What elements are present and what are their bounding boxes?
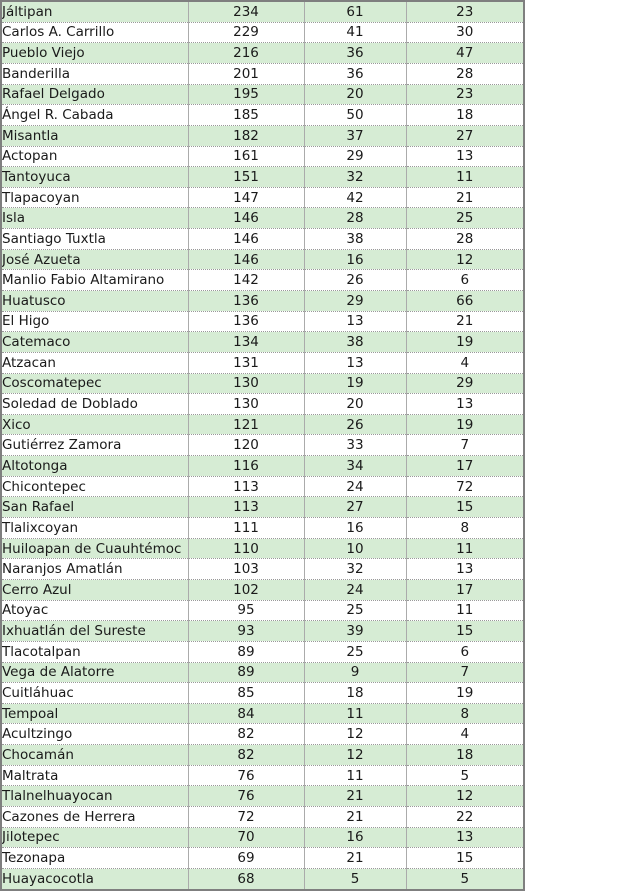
value-cell[interactable]: 28 <box>406 229 524 250</box>
value-cell[interactable]: 42 <box>304 187 406 208</box>
municipality-name-cell[interactable]: Tlacotalpan <box>1 641 188 662</box>
municipality-name-cell[interactable]: San Rafael <box>1 497 188 518</box>
value-cell[interactable]: 36 <box>304 63 406 84</box>
value-cell[interactable]: 5 <box>406 868 524 890</box>
municipality-name-cell[interactable]: Catemaco <box>1 332 188 353</box>
municipality-name-cell[interactable]: Pueblo Viejo <box>1 43 188 64</box>
value-cell[interactable]: 147 <box>188 187 304 208</box>
municipality-name-cell[interactable]: Cerro Azul <box>1 579 188 600</box>
value-cell[interactable]: 7 <box>406 662 524 683</box>
value-cell[interactable]: 70 <box>188 827 304 848</box>
value-cell[interactable]: 13 <box>406 827 524 848</box>
value-cell[interactable]: 11 <box>304 703 406 724</box>
municipality-name-cell[interactable]: Altotonga <box>1 456 188 477</box>
value-cell[interactable]: 16 <box>304 827 406 848</box>
value-cell[interactable]: 21 <box>304 848 406 869</box>
table-row <box>1 311 524 332</box>
value-cell[interactable]: 37 <box>304 125 406 146</box>
value-cell[interactable]: 161 <box>188 146 304 167</box>
municipality-name-cell[interactable]: Xico <box>1 414 188 435</box>
value-cell[interactable]: 95 <box>188 600 304 621</box>
value-cell[interactable]: 15 <box>406 848 524 869</box>
value-cell[interactable]: 11 <box>406 167 524 188</box>
table-row <box>1 662 524 683</box>
value-cell[interactable]: 38 <box>304 229 406 250</box>
table-row <box>1 22 524 43</box>
value-cell[interactable]: 116 <box>188 456 304 477</box>
municipality-name-cell[interactable]: Tempoal <box>1 703 188 724</box>
municipality-name-cell[interactable]: Carlos A. Carrillo <box>1 22 188 43</box>
value-cell[interactable]: 69 <box>188 848 304 869</box>
municipality-name-cell[interactable]: Tlapacoyan <box>1 187 188 208</box>
value-cell[interactable]: 17 <box>406 579 524 600</box>
value-cell[interactable]: 24 <box>304 476 406 497</box>
value-cell[interactable]: 25 <box>406 208 524 229</box>
table-row <box>1 641 524 662</box>
value-cell[interactable]: 146 <box>188 229 304 250</box>
municipality-name-cell[interactable]: Santiago Tuxtla <box>1 229 188 250</box>
value-cell[interactable]: 21 <box>406 311 524 332</box>
value-cell[interactable]: 21 <box>304 807 406 828</box>
value-cell[interactable]: 10 <box>304 538 406 559</box>
municipality-name-cell[interactable]: Huayacocotla <box>1 868 188 890</box>
value-cell[interactable]: 201 <box>188 63 304 84</box>
municipality-name-cell[interactable]: Chocamán <box>1 745 188 766</box>
value-cell[interactable]: 8 <box>406 703 524 724</box>
table-row <box>1 291 524 312</box>
value-cell[interactable]: 130 <box>188 373 304 394</box>
value-cell[interactable]: 146 <box>188 208 304 229</box>
municipality-name-cell[interactable]: Tezonapa <box>1 848 188 869</box>
value-cell[interactable]: 28 <box>406 63 524 84</box>
value-cell[interactable]: 6 <box>406 641 524 662</box>
value-cell[interactable]: 9 <box>304 662 406 683</box>
municipality-name-cell[interactable]: Maltrata <box>1 765 188 786</box>
value-cell[interactable]: 23 <box>406 1 524 22</box>
municipality-name-cell[interactable]: Jáltipan <box>1 1 188 22</box>
value-cell[interactable]: 50 <box>304 105 406 126</box>
value-cell[interactable]: 28 <box>304 208 406 229</box>
value-cell[interactable]: 16 <box>304 249 406 270</box>
value-cell[interactable]: 216 <box>188 43 304 64</box>
table-row <box>1 249 524 270</box>
table-row <box>1 703 524 724</box>
value-cell[interactable]: 13 <box>304 352 406 373</box>
value-cell[interactable]: 93 <box>188 621 304 642</box>
table-row <box>1 187 524 208</box>
municipality-name-cell[interactable]: José Azueta <box>1 249 188 270</box>
municipality-name-cell[interactable]: Gutiérrez Zamora <box>1 435 188 456</box>
municipality-name-cell[interactable]: Vega de Alatorre <box>1 662 188 683</box>
value-cell[interactable]: 120 <box>188 435 304 456</box>
value-cell[interactable]: 111 <box>188 518 304 539</box>
value-cell[interactable]: 82 <box>188 724 304 745</box>
value-cell[interactable]: 17 <box>406 456 524 477</box>
value-cell[interactable]: 11 <box>304 765 406 786</box>
value-cell[interactable]: 72 <box>188 807 304 828</box>
value-cell[interactable]: 19 <box>406 414 524 435</box>
value-cell[interactable]: 72 <box>406 476 524 497</box>
value-cell[interactable]: 13 <box>406 394 524 415</box>
table-row <box>1 373 524 394</box>
table-row <box>1 579 524 600</box>
municipality-name-cell[interactable]: Naranjos Amatlán <box>1 559 188 580</box>
table-row <box>1 786 524 807</box>
municipality-name-cell[interactable]: Tlalixcoyan <box>1 518 188 539</box>
table-row <box>1 1 524 22</box>
value-cell[interactable]: 18 <box>304 683 406 704</box>
value-cell[interactable]: 16 <box>304 518 406 539</box>
municipality-name-cell[interactable]: Ángel R. Cabada <box>1 105 188 126</box>
value-cell[interactable]: 89 <box>188 641 304 662</box>
value-cell[interactable]: 113 <box>188 497 304 518</box>
municipality-name-cell[interactable]: Misantla <box>1 125 188 146</box>
municipality-name-cell[interactable]: Huiloapan de Cuauhtémoc <box>1 538 188 559</box>
table-body <box>1 1 524 890</box>
value-cell[interactable]: 32 <box>304 559 406 580</box>
table-row <box>1 827 524 848</box>
value-cell[interactable]: 89 <box>188 662 304 683</box>
value-cell[interactable]: 84 <box>188 703 304 724</box>
value-cell[interactable]: 5 <box>304 868 406 890</box>
municipality-name-cell[interactable]: Actopan <box>1 146 188 167</box>
table-row <box>1 683 524 704</box>
municipality-name-cell[interactable]: Tlalnelhuayocan <box>1 786 188 807</box>
municipality-name-cell[interactable]: Atzacan <box>1 352 188 373</box>
value-cell[interactable]: 18 <box>406 105 524 126</box>
table-row <box>1 868 524 890</box>
value-cell[interactable]: 12 <box>304 724 406 745</box>
value-cell[interactable]: 30 <box>406 22 524 43</box>
value-cell[interactable]: 39 <box>304 621 406 642</box>
value-cell[interactable]: 20 <box>304 84 406 105</box>
value-cell[interactable]: 15 <box>406 621 524 642</box>
municipality-name-cell[interactable]: Cuitláhuac <box>1 683 188 704</box>
value-cell[interactable]: 38 <box>304 332 406 353</box>
table-row <box>1 414 524 435</box>
value-cell[interactable]: 110 <box>188 538 304 559</box>
value-cell[interactable]: 34 <box>304 456 406 477</box>
value-cell[interactable]: 121 <box>188 414 304 435</box>
value-cell[interactable]: 151 <box>188 167 304 188</box>
municipality-name-cell[interactable]: Tantoyuca <box>1 167 188 188</box>
table-row <box>1 807 524 828</box>
value-cell[interactable]: 11 <box>406 538 524 559</box>
value-cell[interactable]: 32 <box>304 167 406 188</box>
municipality-name-cell[interactable]: Chicontepec <box>1 476 188 497</box>
value-cell[interactable]: 11 <box>406 600 524 621</box>
value-cell[interactable]: 229 <box>188 22 304 43</box>
value-cell[interactable]: 76 <box>188 786 304 807</box>
value-cell[interactable]: 5 <box>406 765 524 786</box>
municipality-name-cell[interactable]: Manlio Fabio Altamirano <box>1 270 188 291</box>
value-cell[interactable]: 24 <box>304 579 406 600</box>
table-row <box>1 518 524 539</box>
value-cell[interactable]: 21 <box>406 187 524 208</box>
value-cell[interactable]: 23 <box>406 84 524 105</box>
table-row <box>1 352 524 373</box>
table-row <box>1 621 524 642</box>
municipality-name-cell[interactable]: Huatusco <box>1 291 188 312</box>
value-cell[interactable]: 33 <box>304 435 406 456</box>
value-cell[interactable]: 68 <box>188 868 304 890</box>
table-row <box>1 456 524 477</box>
value-cell[interactable]: 21 <box>304 786 406 807</box>
value-cell[interactable]: 47 <box>406 43 524 64</box>
municipality-name-cell[interactable]: Rafael Delgado <box>1 84 188 105</box>
table-row <box>1 765 524 786</box>
value-cell[interactable]: 26 <box>304 270 406 291</box>
value-cell[interactable]: 12 <box>406 786 524 807</box>
table-row <box>1 146 524 167</box>
value-cell[interactable]: 41 <box>304 22 406 43</box>
value-cell[interactable]: 134 <box>188 332 304 353</box>
value-cell[interactable]: 85 <box>188 683 304 704</box>
table-row <box>1 600 524 621</box>
value-cell[interactable]: 8 <box>406 518 524 539</box>
table-row <box>1 848 524 869</box>
value-cell[interactable]: 13 <box>406 146 524 167</box>
municipality-name-cell[interactable]: Isla <box>1 208 188 229</box>
value-cell[interactable]: 131 <box>188 352 304 373</box>
value-cell[interactable]: 234 <box>188 1 304 22</box>
municipality-name-cell[interactable]: Jilotepec <box>1 827 188 848</box>
table-row <box>1 497 524 518</box>
table-row <box>1 270 524 291</box>
table-row <box>1 745 524 766</box>
value-cell[interactable]: 26 <box>304 414 406 435</box>
table-row <box>1 724 524 745</box>
value-cell[interactable]: 15 <box>406 497 524 518</box>
table-row <box>1 167 524 188</box>
value-cell[interactable]: 18 <box>406 745 524 766</box>
value-cell[interactable]: 36 <box>304 43 406 64</box>
table-row <box>1 208 524 229</box>
value-cell[interactable]: 142 <box>188 270 304 291</box>
value-cell[interactable]: 27 <box>406 125 524 146</box>
value-cell[interactable]: 146 <box>188 249 304 270</box>
table-row <box>1 394 524 415</box>
value-cell[interactable]: 12 <box>304 745 406 766</box>
value-cell[interactable]: 20 <box>304 394 406 415</box>
municipality-name-cell[interactable]: Soledad de Doblado <box>1 394 188 415</box>
value-cell[interactable]: 113 <box>188 476 304 497</box>
table-row <box>1 435 524 456</box>
table-row <box>1 332 524 353</box>
municipality-name-cell[interactable]: Banderilla <box>1 63 188 84</box>
value-cell[interactable]: 130 <box>188 394 304 415</box>
municipality-name-cell[interactable]: Ixhuatlán del Sureste <box>1 621 188 642</box>
value-cell[interactable]: 66 <box>406 291 524 312</box>
value-cell[interactable]: 4 <box>406 724 524 745</box>
value-cell[interactable]: 102 <box>188 579 304 600</box>
value-cell[interactable]: 13 <box>304 311 406 332</box>
value-cell[interactable]: 25 <box>304 641 406 662</box>
table-row <box>1 229 524 250</box>
value-cell[interactable]: 27 <box>304 497 406 518</box>
municipality-name-cell[interactable]: El Higo <box>1 311 188 332</box>
value-cell[interactable]: 19 <box>406 332 524 353</box>
value-cell[interactable]: 136 <box>188 311 304 332</box>
value-cell[interactable]: 29 <box>406 373 524 394</box>
value-cell[interactable]: 12 <box>406 249 524 270</box>
value-cell[interactable]: 19 <box>406 683 524 704</box>
municipality-name-cell[interactable]: Atoyac <box>1 600 188 621</box>
value-cell[interactable]: 76 <box>188 765 304 786</box>
value-cell[interactable]: 29 <box>304 146 406 167</box>
value-cell[interactable]: 4 <box>406 352 524 373</box>
table-row <box>1 105 524 126</box>
table-row <box>1 63 524 84</box>
value-cell[interactable]: 195 <box>188 84 304 105</box>
table-row <box>1 538 524 559</box>
value-cell[interactable]: 22 <box>406 807 524 828</box>
municipality-name-cell[interactable]: Acultzingo <box>1 724 188 745</box>
table-row <box>1 84 524 105</box>
municipality-name-cell[interactable]: Coscomatepec <box>1 373 188 394</box>
table-row <box>1 476 524 497</box>
table-row <box>1 125 524 146</box>
value-cell[interactable]: 13 <box>406 559 524 580</box>
value-cell[interactable]: 7 <box>406 435 524 456</box>
value-cell[interactable]: 182 <box>188 125 304 146</box>
value-cell[interactable]: 136 <box>188 291 304 312</box>
municipality-name-cell[interactable]: Cazones de Herrera <box>1 807 188 828</box>
value-cell[interactable]: 61 <box>304 1 406 22</box>
value-cell[interactable]: 29 <box>304 291 406 312</box>
value-cell[interactable]: 19 <box>304 373 406 394</box>
value-cell[interactable]: 103 <box>188 559 304 580</box>
value-cell[interactable]: 25 <box>304 600 406 621</box>
value-cell[interactable]: 82 <box>188 745 304 766</box>
value-cell[interactable]: 185 <box>188 105 304 126</box>
value-cell[interactable]: 6 <box>406 270 524 291</box>
table-row <box>1 559 524 580</box>
table-row <box>1 43 524 64</box>
